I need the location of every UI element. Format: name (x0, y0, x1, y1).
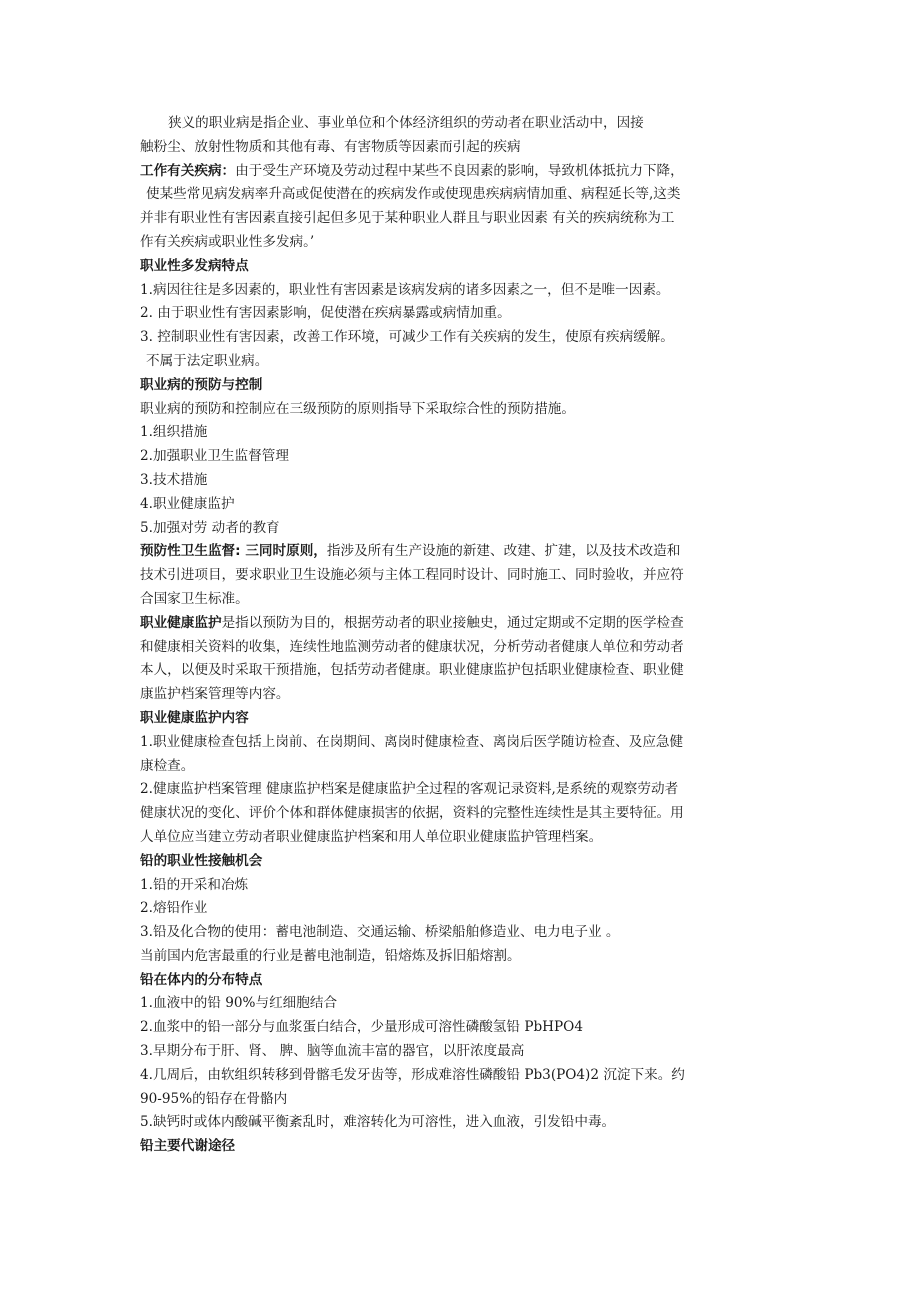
surveillance-text: 是指以预防为目的，根据劳动者的职业接触史，通过定期或不定期的医学检查 (221, 614, 684, 631)
list-item: 3. 控制职业性有害因素，改善工作环境，可减少工作有关疾病的发生，使原有疾病缓解。 (140, 329, 674, 346)
list-item: 1.职业健康检查包括上岗前、在岗期间、离岗时健康检查、离岗后医学随访检查、及应急健 (140, 733, 684, 750)
list-item: 2.健康监护档案管理 健康监护档案是健康监护全过程的客观记录资料,是系统的观察劳动者 (140, 781, 679, 798)
supervision-term: 预防性卫生监督: 三同时原则， (140, 543, 327, 560)
list-item: 2. 由于职业性有害因素影响，促使潜在疾病暴露或病情加重。 (140, 305, 511, 322)
supervision-line: 合国家卫生标准。 (140, 590, 249, 607)
work-related-line: 并非有职业性有害因素直接引起但多见于某种职业人群且与职业因素 有关的疾病统称为工 (140, 210, 675, 227)
surveillance-line: 本人，以便及时采取干预措施，包括劳动者健康。职业健康监护包括职业健康检查、职业健 (140, 662, 684, 679)
section-heading: 职业健康监护内容 (140, 709, 249, 726)
supervision-text: 指涉及所有生产设施的新建、改建、扩建，以及技术改造和 (326, 543, 681, 560)
work-related-term: 工作有关疾病： (140, 162, 236, 179)
list-item: 2.血浆中的铅一部分与血浆蛋白结合，少量形成可溶性磷酸氢铅 PbHPO4 (140, 1019, 583, 1036)
list-item: 5.加强对劳 动者的教育 (140, 519, 280, 536)
supervision-paragraph (140, 540, 860, 564)
surveillance-line: 和健康相关资料的收集，连续性地监测劳动者的健康状况，分析劳动者健康人单位和劳动者 (140, 638, 684, 655)
list-item: 4.几周后，由软组织转移到骨髂毛发牙齿等，形成难溶性磷酸铅 Pb3(PO4)2 沉淀下来。约 (140, 1066, 685, 1083)
list-item: 1.铅的开采和冶炼 (140, 876, 249, 893)
list-item: 1.组织措施 (140, 424, 208, 441)
intro-line: 触粉尘、放射性物质和其他有毒、有害物质等因素而引起的疾病 (140, 138, 521, 155)
list-item: 2.熔铅作业 (140, 900, 208, 917)
list-item: 4.职业健康监护 (140, 495, 235, 512)
intro-line: 狭义的职业病是指企业、事业单位和个体经济组织的劳动者在职业活动中，因接 (168, 115, 644, 131)
prevention-intro: 职业病的预防和控制应在三级预防的原则指导下采取综合性的预防措施。 (140, 400, 575, 417)
supervision-line: 技术引进项目，要求职业卫生设施必须与主体工程同时设计、同时施工、同时验收，并应符 (140, 567, 684, 584)
list-item-continuation: 90-95%的铅存在骨骼内 (140, 1090, 288, 1107)
list-item: 3.技术措施 (140, 471, 208, 488)
list-item: 2.加强职业卫生监督管理 (140, 448, 289, 465)
surveillance-line: 康监护档案管理等内容。 (140, 686, 290, 703)
work-related-line: 使某些常见病发病率升高或促使潜在的疾病发作或使现患疾病病情加重、病程延长等,这类 (146, 186, 681, 203)
surveillance-paragraph (140, 612, 860, 636)
list-item: 1.病因往往是多因素的，职业性有害因素是该病发病的诸多因素之一，但不是唯一因素。 (140, 281, 670, 298)
list-item: 3.早期分布于肝、肾、 脾、脑等血流丰富的器官，以肝浓度最高 (140, 1043, 525, 1060)
work-related-paragraph (140, 160, 860, 184)
section-heading: 职业性多发病特点 (140, 257, 249, 274)
section-heading: 铅在体内的分布特点 (140, 971, 263, 988)
work-related-text: 由于受生产环境及劳动过程中某些不良因素的影响，导致机体抵抗力下降， (235, 162, 684, 179)
list-item: 3.铅及化合物的使用：蓄电池制造、交通运输、桥梁船舶修造业、电力电子业 。 (140, 924, 620, 941)
features-note: 不属于法定职业病。 (146, 352, 269, 369)
section-heading: 铅主要代谢途径 (140, 1138, 236, 1155)
work-related-line: 作有关疾病或职业性多发病。’ (140, 233, 315, 250)
section-heading: 铅的职业性接触机会 (140, 852, 263, 869)
lead-exposure-note: 当前国内危害最重的行业是蓄电池制造，铅熔炼及拆旧船熔割。 (140, 947, 521, 964)
list-item-continuation: 人单位应当建立劳动者职业健康监护档案和用人单位职业健康监护管理档案。 (140, 828, 603, 845)
list-item-continuation: 健康状况的变化、评价个体和群体健康损害的依据，资料的完整性连续性是其主要特征。用 (140, 805, 684, 822)
list-item: 5.缺钙时或体内酸碱平衡紊乱时，难溶转化为可溶性，进入血液，引发铅中毒。 (140, 1114, 616, 1131)
section-heading: 职业病的预防与控制 (140, 376, 263, 393)
surveillance-term: 职业健康监护 (140, 614, 222, 631)
list-item-continuation: 康检查。 (140, 757, 195, 774)
list-item: 1.血液中的铅 90%与红细胞结合 (140, 995, 338, 1012)
